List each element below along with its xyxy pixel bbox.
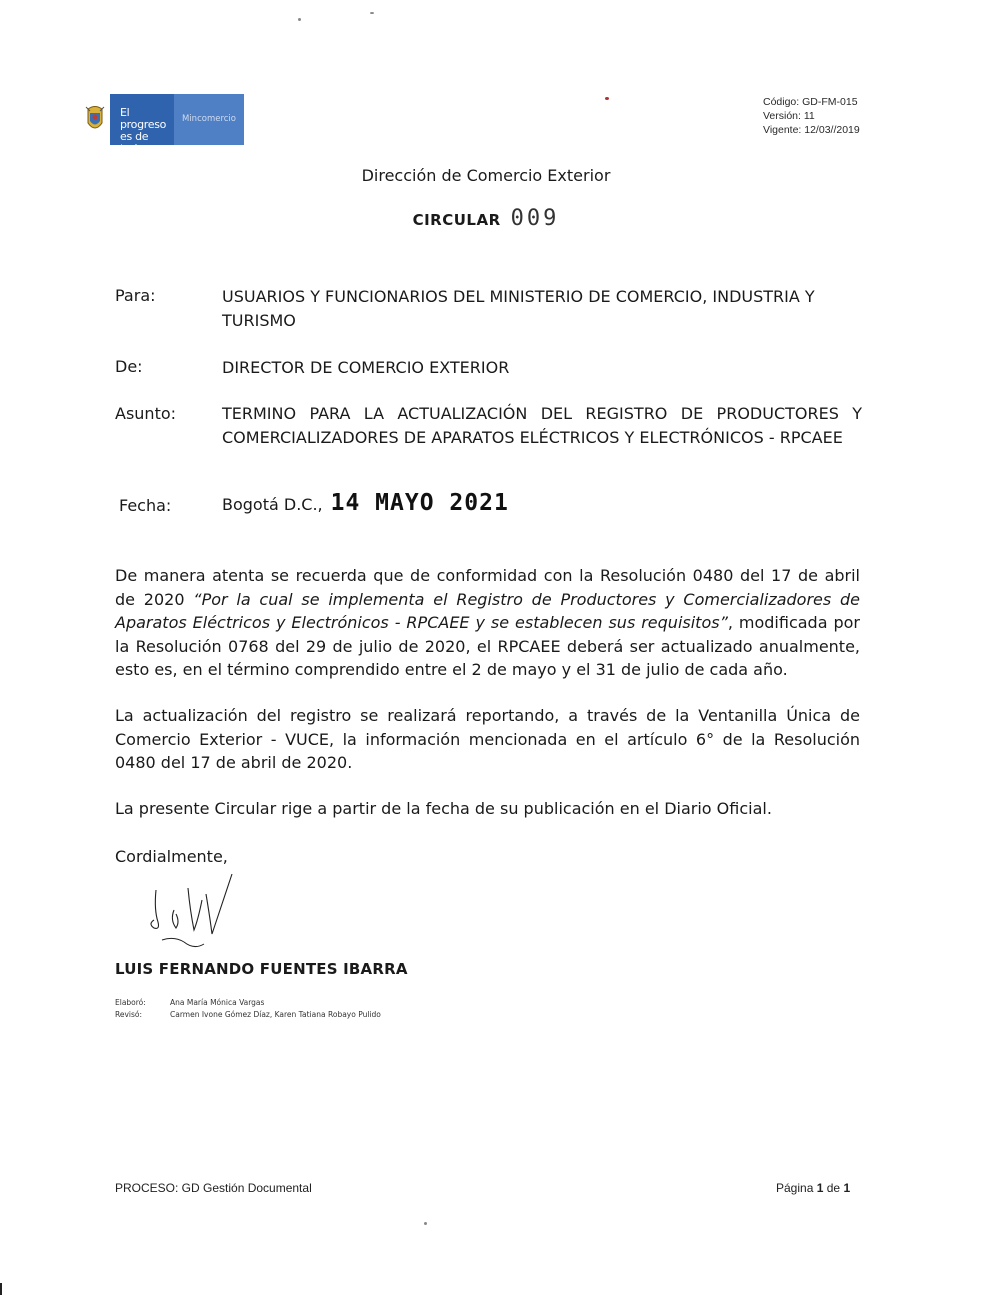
closing-text: Cordialmente, [115,847,228,866]
reviso-label: Revisó: [115,1010,143,1019]
page-of: de [826,1181,841,1195]
footer-page-number [776,1181,850,1195]
department-title: Dirección de Comercio Exterior [361,166,611,185]
circular-number: 009 [510,206,560,231]
paragraph-1 [115,564,860,682]
reviso-value: Carmen Ivone Gómez Díaz, Karen Tatiana Robayo Pulido [170,1010,381,1019]
circular-heading [0,206,972,231]
paragraph-3: La presente Circular rige a partir de la fecha de su publicación en el Diario Oficial. [115,799,772,818]
page-current: 1 [816,1181,824,1195]
page-word: Página [776,1181,814,1195]
para-label: Para: [115,286,156,305]
paragraph-1-text-a: De manera atenta se recuerda que de conformidad con la Resolución 0480 del 17 de abril de 2020 [115,566,860,609]
signer-name: LUIS FERNANDO FUENTES IBARRA [115,960,408,978]
ministry-name: Mincomercio [174,94,244,145]
page-total: 1 [843,1181,851,1195]
footer-process: PROCESO: GD Gestión Documental [115,1181,312,1195]
scan-speck [298,18,301,21]
elaboro-label: Elaboró: [115,998,146,1007]
scan-speck [370,12,374,14]
paragraph-1-italic: “Por la cual se implementa el Registro de Productores y Comercializadores de Aparatos Eléctricos y Electrónicos - RPCAEE y se establecen sus requisitos” [115,589,861,632]
fecha-city: Bogotá D.C., [222,495,323,514]
para-value: USUARIOS Y FUNCIONARIOS DEL MINISTERIO DE COMERCIO, INDUSTRIA Y TURISMO [222,287,815,330]
asunto-value: TERMINO PARA LA ACTUALIZACIÓN DEL REGISTRO DE PRODUCTORES Y COMERCIALIZADORES DE APARATOS ELÉCTRICOS Y ELECTRÓNICOS - RPCAEE [222,404,862,447]
coat-of-arms-icon [80,94,110,145]
fecha-label: Fecha: [119,496,172,515]
date-stamp: 14 MAYO 2021 [330,490,509,516]
codigo-text: Código: GD-FM-015 [763,96,858,108]
handwritten-signature [140,870,250,960]
circular-label: CIRCULAR [412,211,501,229]
de-value: DIRECTOR DE COMERCIO EXTERIOR [222,358,510,377]
de-label: De: [115,357,143,376]
scan-speck [0,1283,2,1295]
fecha-value [222,490,509,516]
asunto-label: Asunto: [115,404,177,423]
ministry-logo [80,94,244,155]
paragraph-2: La actualización del registro se realizará reportando, a través de la Ventanilla Única de Comercio Exterior - VUCE, la información mencionada en el artículo 6° de la Resolución 0480 del 17 de abril de 2020. [115,706,860,772]
slogan-text: El progreso es de todos [110,94,174,145]
elaboro-value: Ana María Mónica Vargas [170,998,265,1007]
scan-speck [605,97,609,100]
document-codes [763,95,860,137]
vigente-text: Vigente: 12/03//2019 [763,124,860,136]
scan-speck [424,1222,427,1225]
paragraph-1-text-b: , modificada por la Resolución 0768 del 29 de julio de 2020, el RPCAEE deberá ser actualizado anualmente, esto es, en el término comprendido entre el 2 de mayo y el 31 de julio de cada año. [115,613,860,679]
version-text: Versión: 11 [763,110,815,122]
